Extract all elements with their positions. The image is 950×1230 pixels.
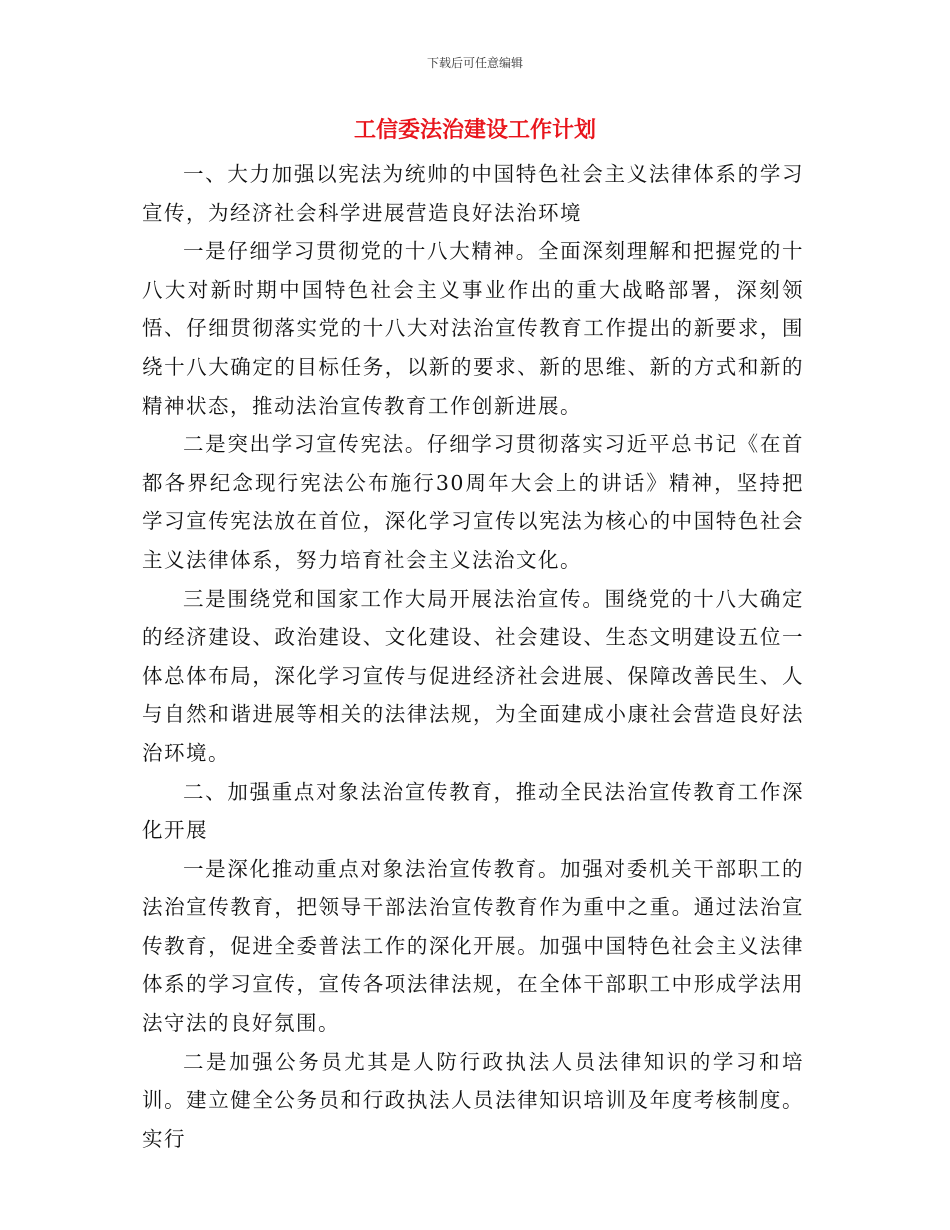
page-header-note: 下载后可任意编辑 <box>426 56 523 70</box>
paragraph-3: 二是突出学习宣传宪法。仔细学习贯彻落实习近平总书记《在首都各界纪念现行宪法公布施行30周年大会上的讲话》精神，坚持把学习宣传宪法放在首位，深化学习宣传以宪法为核心的中国特色社会主义法律体系，努力培育社会主义法治文化。 <box>142 432 804 572</box>
document-body <box>142 155 804 1158</box>
paragraph-2: 一是仔细学习贯彻党的十八大精神。全面深刻理解和把握党的十八大对新时期中国特色社会主义事业作出的重大战略部署，深刻领悟、仔细贯彻落实党的十八大对法治宣传教育工作提出的新要求，围绕十八大确定的目标任务，以新的要求、新的思维、新的方式和新的精神状态，推动法治宣传教育工作创新进展。 <box>142 239 804 418</box>
paragraph-5: 二、加强重点对象法治宣传教育，推动全民法治宣传教育工作深化开展 <box>142 779 804 843</box>
paragraph-1: 一、大力加强以宪法为统帅的中国特色社会主义法律体系的学习宣传，为经济社会科学进展营造良好法治环境 <box>142 162 804 225</box>
paragraph-4: 三是围绕党和国家工作大局开展法治宣传。围绕党的十八大确定的经济建设、政治建设、文化建设、社会建设、生态文明建设五位一体总体布局，深化学习宣传与促进经济社会进展、保障改善民生、人与自然和谐进展等相关的法律法规，为全面建成小康社会营造良好法治环境。 <box>142 586 804 765</box>
paragraph-6: 一是深化推动重点对象法治宣传教育。加强对委机关干部职工的法治宣传教育，把领导干部法治宣传教育作为重中之重。通过法治宣传教育，促进全委普法工作的深化开展。加强中国特色社会主义法律体系的学习宣传，宣传各项法律法规，在全体干部职工中形成学法用法守法的良好氛围。 <box>142 856 804 1036</box>
document-title: 工信委法治建设工作计划 <box>353 118 596 143</box>
paragraph-7: 二是加强公务员尤其是人防行政执法人员法律知识的学习和培训。建立健全公务员和行政执法人员法律知识培训及年度考核制度。实行 <box>142 1049 804 1151</box>
